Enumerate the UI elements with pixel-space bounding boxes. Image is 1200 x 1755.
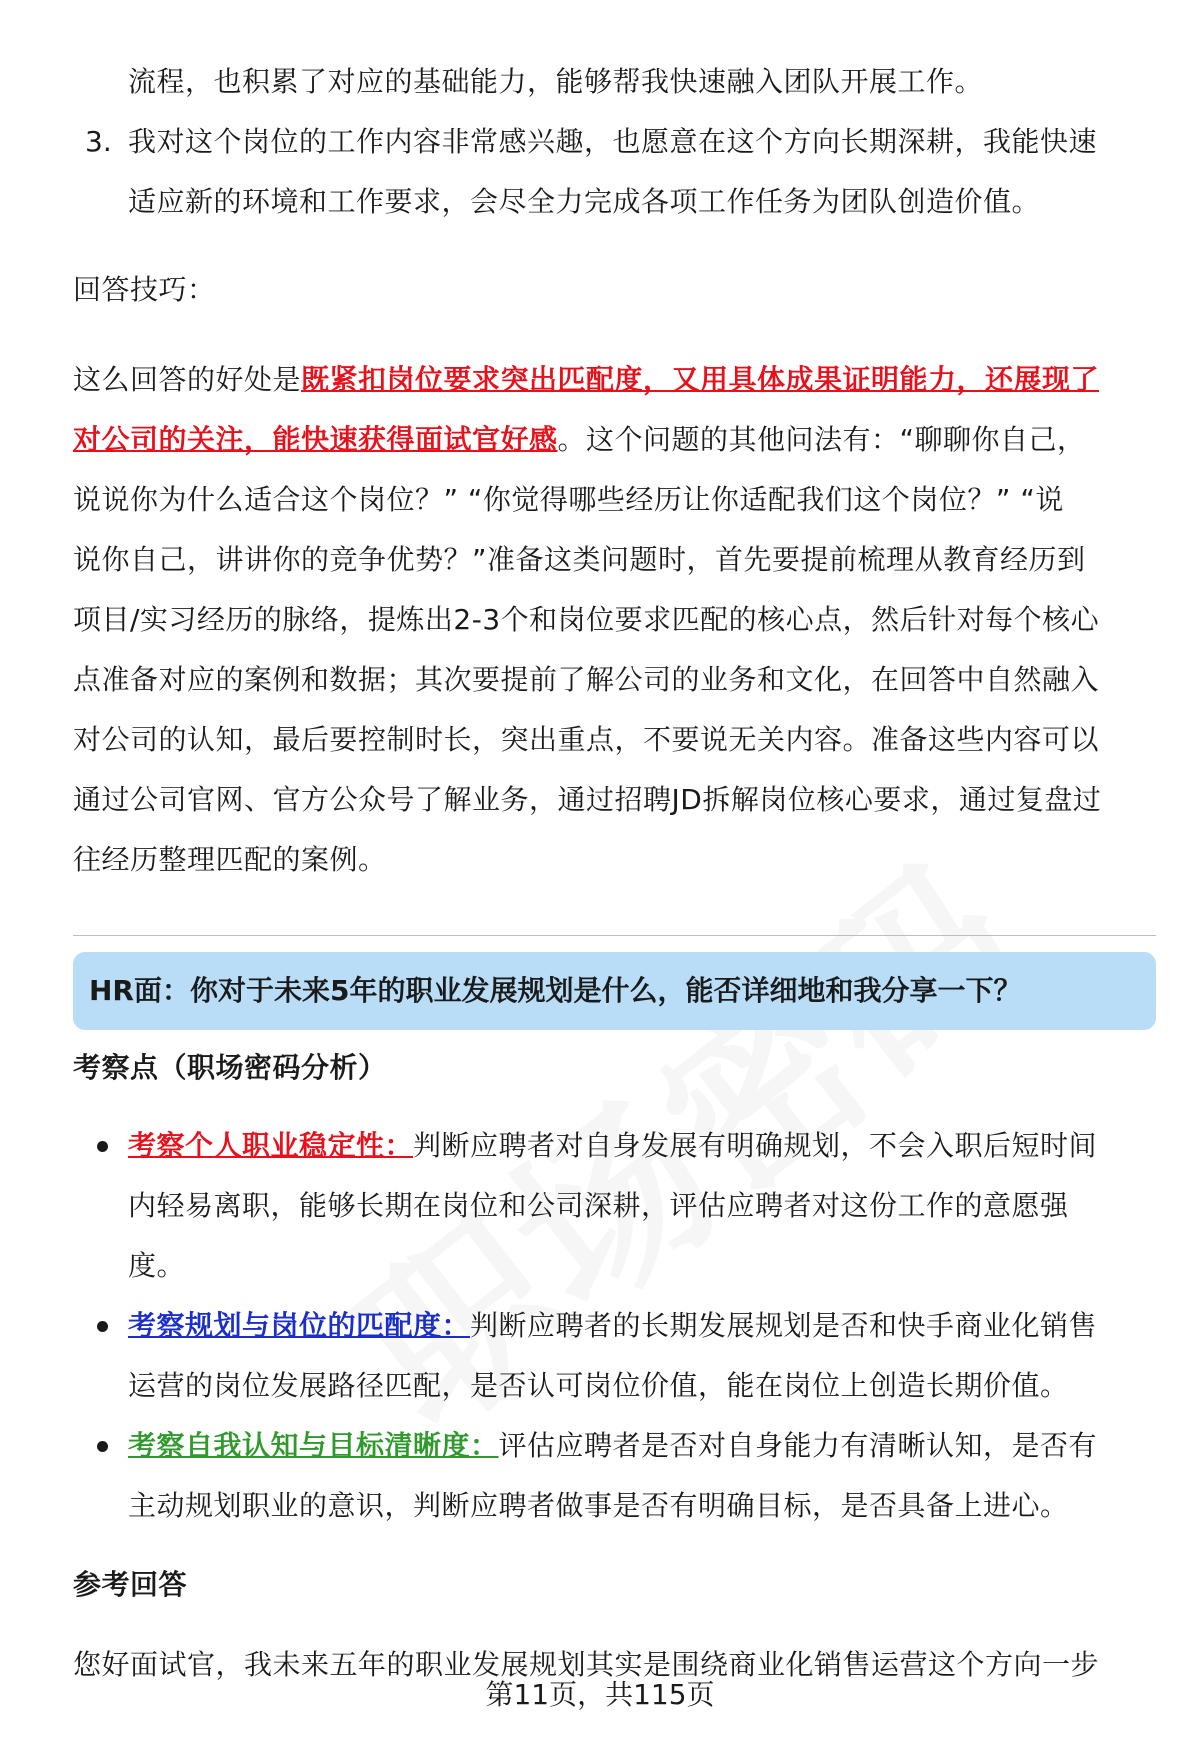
tips-heading: 回答技巧： bbox=[73, 273, 216, 306]
page-number: 第11页，共115页 bbox=[485, 1678, 715, 1711]
bullet-dot-2 bbox=[97, 1321, 108, 1332]
point-3-line-2: 主动规划职业的意识，判断应聘者做事是否有明确目标，是否具备上进心。 bbox=[128, 1489, 1069, 1522]
list-item-3-line-2: 适应新的环境和工作要求，会尽全力完成各项工作任务为团队创造价值。 bbox=[128, 185, 1041, 218]
bullet-dot-1 bbox=[97, 1141, 108, 1152]
point-2-text: 判断应聘者的长期发展规划是否和快手商业化销售 bbox=[470, 1309, 1098, 1342]
point-1-line-2: 内轻易离职，能够长期在岗位和公司深耕，评估应聘者对这份工作的意愿强 bbox=[128, 1189, 1069, 1222]
point-2-label: 考察规划与岗位的匹配度： bbox=[128, 1309, 471, 1342]
point-1-text: 判断应聘者对自身发展有明确规划，不会入职后短时间 bbox=[413, 1129, 1098, 1162]
point-1-line-3: 度。 bbox=[128, 1249, 186, 1282]
reference-heading: 参考回答 bbox=[73, 1568, 188, 1601]
tips-paragraph-line-9: 往经历整理匹配的案例。 bbox=[73, 843, 387, 876]
tips-paragraph-line-2 bbox=[73, 420, 1086, 460]
point-3-text: 评估应聘者是否对自身能力有清晰认知，是否有 bbox=[498, 1429, 1098, 1462]
point-1-line-1 bbox=[128, 1126, 1097, 1166]
tips-text-2: 。这个问题的其他问法有：“聊聊你自己， bbox=[557, 423, 1086, 456]
tips-highlight-1: 既紧扣岗位要求突出匹配度，又用具体成果证明能力，还展现了 bbox=[301, 363, 1100, 396]
question-box bbox=[73, 952, 1156, 1030]
tips-paragraph-line-5: 项目/实习经历的脉络，提炼出2-3个和岗位要求匹配的核心点，然后针对每个核心 bbox=[73, 603, 1100, 636]
tips-intro-text: 这么回答的好处是 bbox=[73, 363, 302, 396]
list-number-3: 3. bbox=[85, 125, 112, 158]
points-heading: 考察点（职场密码分析） bbox=[73, 1051, 387, 1084]
point-1-label: 考察个人职业稳定性： bbox=[128, 1129, 414, 1162]
list-item-2-continuation: 流程，也积累了对应的基础能力，能够帮我快速融入团队开展工作。 bbox=[128, 65, 984, 98]
section-divider bbox=[73, 935, 1156, 936]
point-2-line-2: 运营的岗位发展路径匹配，是否认可岗位价值，能在岗位上创造长期价值。 bbox=[128, 1369, 1069, 1402]
tips-paragraph-line-1 bbox=[73, 360, 1099, 400]
reference-line-1: 您好面试官，我未来五年的职业发展规划其实是围绕商业化销售运营这个方向一步 bbox=[73, 1648, 1100, 1681]
tips-paragraph-line-6: 点准备对应的案例和数据；其次要提前了解公司的业务和文化，在回答中自然融入 bbox=[73, 663, 1100, 696]
tips-paragraph-line-7: 对公司的认知，最后要控制时长，突出重点，不要说无关内容。准备这些内容可以 bbox=[73, 723, 1100, 756]
bullet-dot-3 bbox=[97, 1441, 108, 1452]
point-3-line-1 bbox=[128, 1426, 1097, 1466]
point-2-line-1 bbox=[128, 1306, 1097, 1346]
tips-paragraph-line-4: 说你自己，讲讲你的竞争优势？”准备这类问题时，首先要提前梳理从教育经历到 bbox=[73, 543, 1086, 576]
list-item-3-line-1: 我对这个岗位的工作内容非常感兴趣，也愿意在这个方向长期深耕，我能快速 bbox=[128, 125, 1098, 158]
tips-paragraph-line-8: 通过公司官网、官方公众号了解业务，通过招聘JD拆解岗位核心要求，通过复盘过 bbox=[73, 783, 1102, 816]
question-text: HR面：你对于未来5年的职业发展规划是什么，能否详细地和我分享一下？ bbox=[89, 974, 1022, 1007]
point-3-label: 考察自我认知与目标清晰度： bbox=[128, 1429, 499, 1462]
tips-highlight-2: 对公司的关注，能快速获得面试官好感 bbox=[73, 423, 558, 456]
tips-paragraph-line-3: 说说你为什么适合这个岗位？” “你觉得哪些经历让你适配我们这个岗位？” “说 bbox=[73, 483, 1064, 516]
